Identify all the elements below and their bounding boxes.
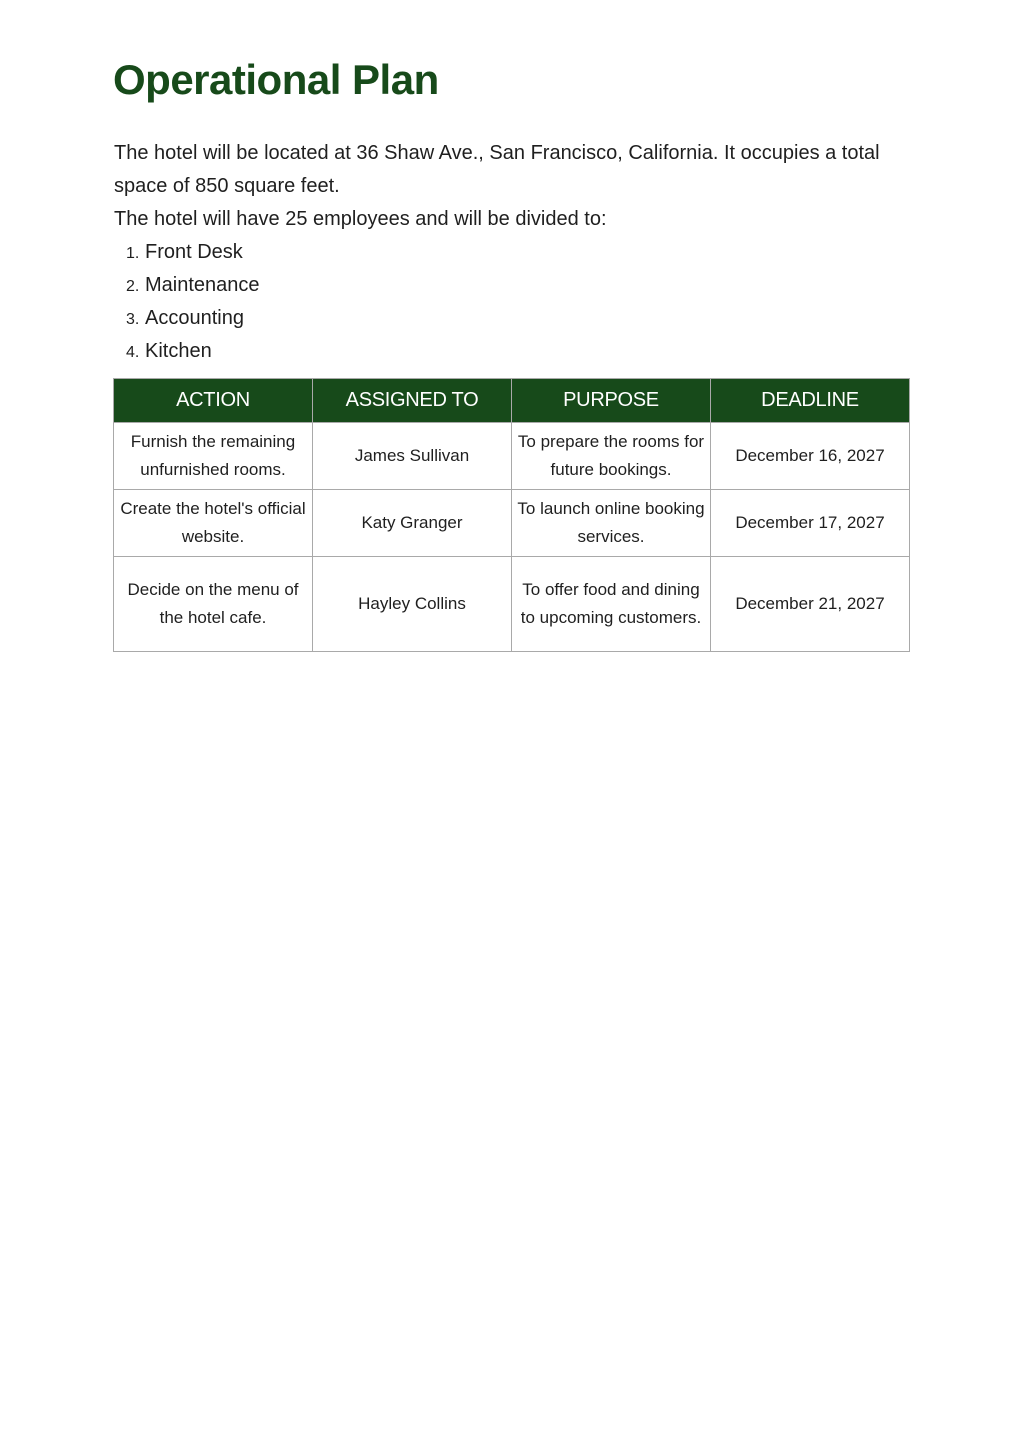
column-header-purpose: PURPOSE: [512, 379, 711, 423]
employees-paragraph: The hotel will have 25 employees and will be divided to:: [114, 208, 607, 230]
table-row: [114, 423, 910, 490]
table-row: [114, 490, 910, 557]
column-header-action: ACTION: [114, 379, 313, 423]
action-cell: Create the hotel's official website.: [114, 490, 313, 557]
column-header-deadline: DEADLINE: [711, 379, 910, 423]
list-number: 2.: [126, 278, 140, 295]
list-item: [126, 302, 911, 335]
assigned-to-cell: James Sullivan: [313, 423, 512, 490]
department-list: [114, 236, 911, 368]
deadline-cell: December 21, 2027: [711, 557, 910, 652]
deadline-cell: December 17, 2027: [711, 490, 910, 557]
column-header-assigned-to: ASSIGNED TO: [313, 379, 512, 423]
list-item: [126, 269, 911, 302]
assigned-to-cell: Hayley Collins: [313, 557, 512, 652]
list-number: 3.: [126, 311, 140, 328]
department-label: Kitchen: [145, 340, 212, 362]
table-header-row: [114, 379, 910, 423]
purpose-cell: To prepare the rooms for future bookings.: [512, 423, 711, 490]
purpose-cell: To offer food and dining to upcoming customers.: [512, 557, 711, 652]
assigned-to-cell: Katy Granger: [313, 490, 512, 557]
department-label: Front Desk: [145, 241, 243, 263]
action-plan-table: [113, 378, 910, 652]
purpose-cell: To launch online booking services.: [512, 490, 711, 557]
department-label: Accounting: [145, 307, 244, 329]
list-number: 4.: [126, 344, 140, 361]
list-item: [126, 236, 911, 269]
department-label: Maintenance: [145, 274, 260, 296]
action-cell: Furnish the remaining unfurnished rooms.: [114, 423, 313, 490]
location-paragraph: The hotel will be located at 36 Shaw Ave., San Francisco, California. It occupies a total space of 850 square feet.: [114, 142, 880, 197]
deadline-cell: December 16, 2027: [711, 423, 910, 490]
list-item: [126, 335, 911, 368]
table-row: [114, 557, 910, 652]
action-cell: Decide on the menu of the hotel cafe.: [114, 557, 313, 652]
page-title: Operational Plan: [113, 56, 439, 103]
intro-section: [114, 137, 911, 368]
list-number: 1.: [126, 245, 140, 262]
